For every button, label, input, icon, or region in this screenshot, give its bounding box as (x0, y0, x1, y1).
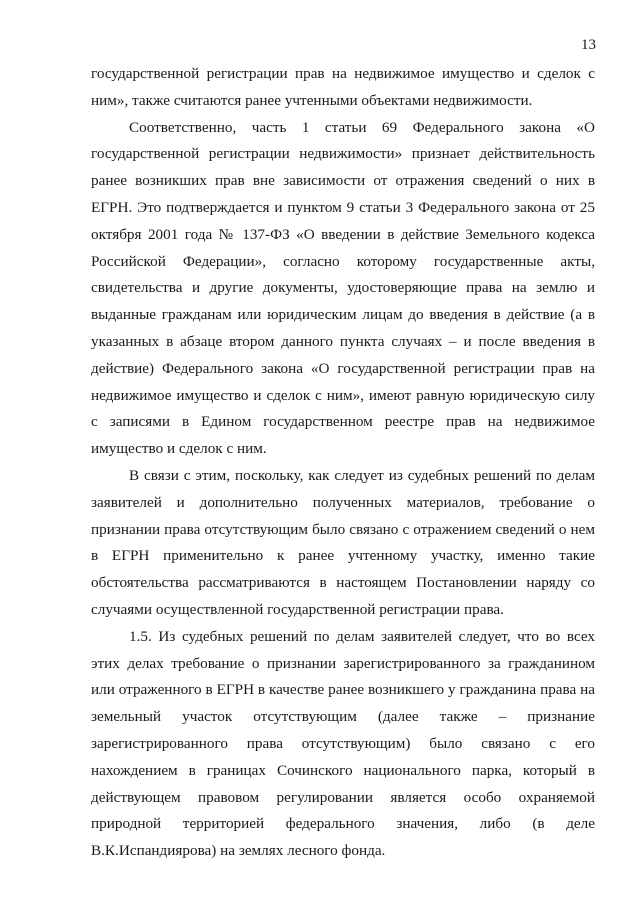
document-body (91, 61, 595, 865)
page-number: 13 (581, 37, 596, 53)
paragraph-continuation: государственной регистрации прав на недвижимое имущество и сделок с ним», также считаются ранее учтенными объектами недвижимости. (91, 65, 595, 109)
paragraph: Соответственно, часть 1 статьи 69 Федерального закона «О государственной регистрации недвижимости» признает действительность ранее возникших прав вне зависимости от отражения сведений о них в ЕГРН. Это подтверждается и пунктом 9 статьи 3 Федерального закона от 25 октября 2001 года № 137-ФЗ «О введении в действие Земельного кодекса Российской Федерации», согласно которому государственные акты, свидетельства и другие документы, удостоверяющие права на землю и выданные гражданам или юридическим лицам до введения в действие (а в указанных в абзаце втором данного пункта случаях – и после введения в действие) Федерального закона «О государственной регистрации прав на недвижимое имущество и сделок с ним», имеют равную юридическую силу с записями в Едином государственном реестре прав на недвижимое имущество и сделок с ним. (91, 118, 595, 458)
paragraph: 1.5. Из судебных решений по делам заявителей следует, что во всех этих делах требование о признании зарегистрированного за гражданином или отраженного в ЕГРН в качестве ранее возникшего у гражданина права на земельный участок отсутствующим (далее также – признание зарегистрированного права отсутствующим) было связано с его нахождением в границах Сочинского национального парка, который в действующем правовом регулировании является особо охраняемой природной территорией федерального значения, либо (в деле В.К.Испандиярова) на землях лесного фонда. (91, 627, 595, 860)
paragraph: В связи с этим, поскольку, как следует из судебных решений по делам заявителей и дополнительно полученных материалов, требование о признании права отсутствующим было связано с отражением сведений о нем в ЕГРН применительно к ранее учтенному участку, именно такие обстоятельства рассматриваются в настоящем Постановлении наряду со случаями осуществленной государственной регистрации права. (91, 466, 595, 618)
